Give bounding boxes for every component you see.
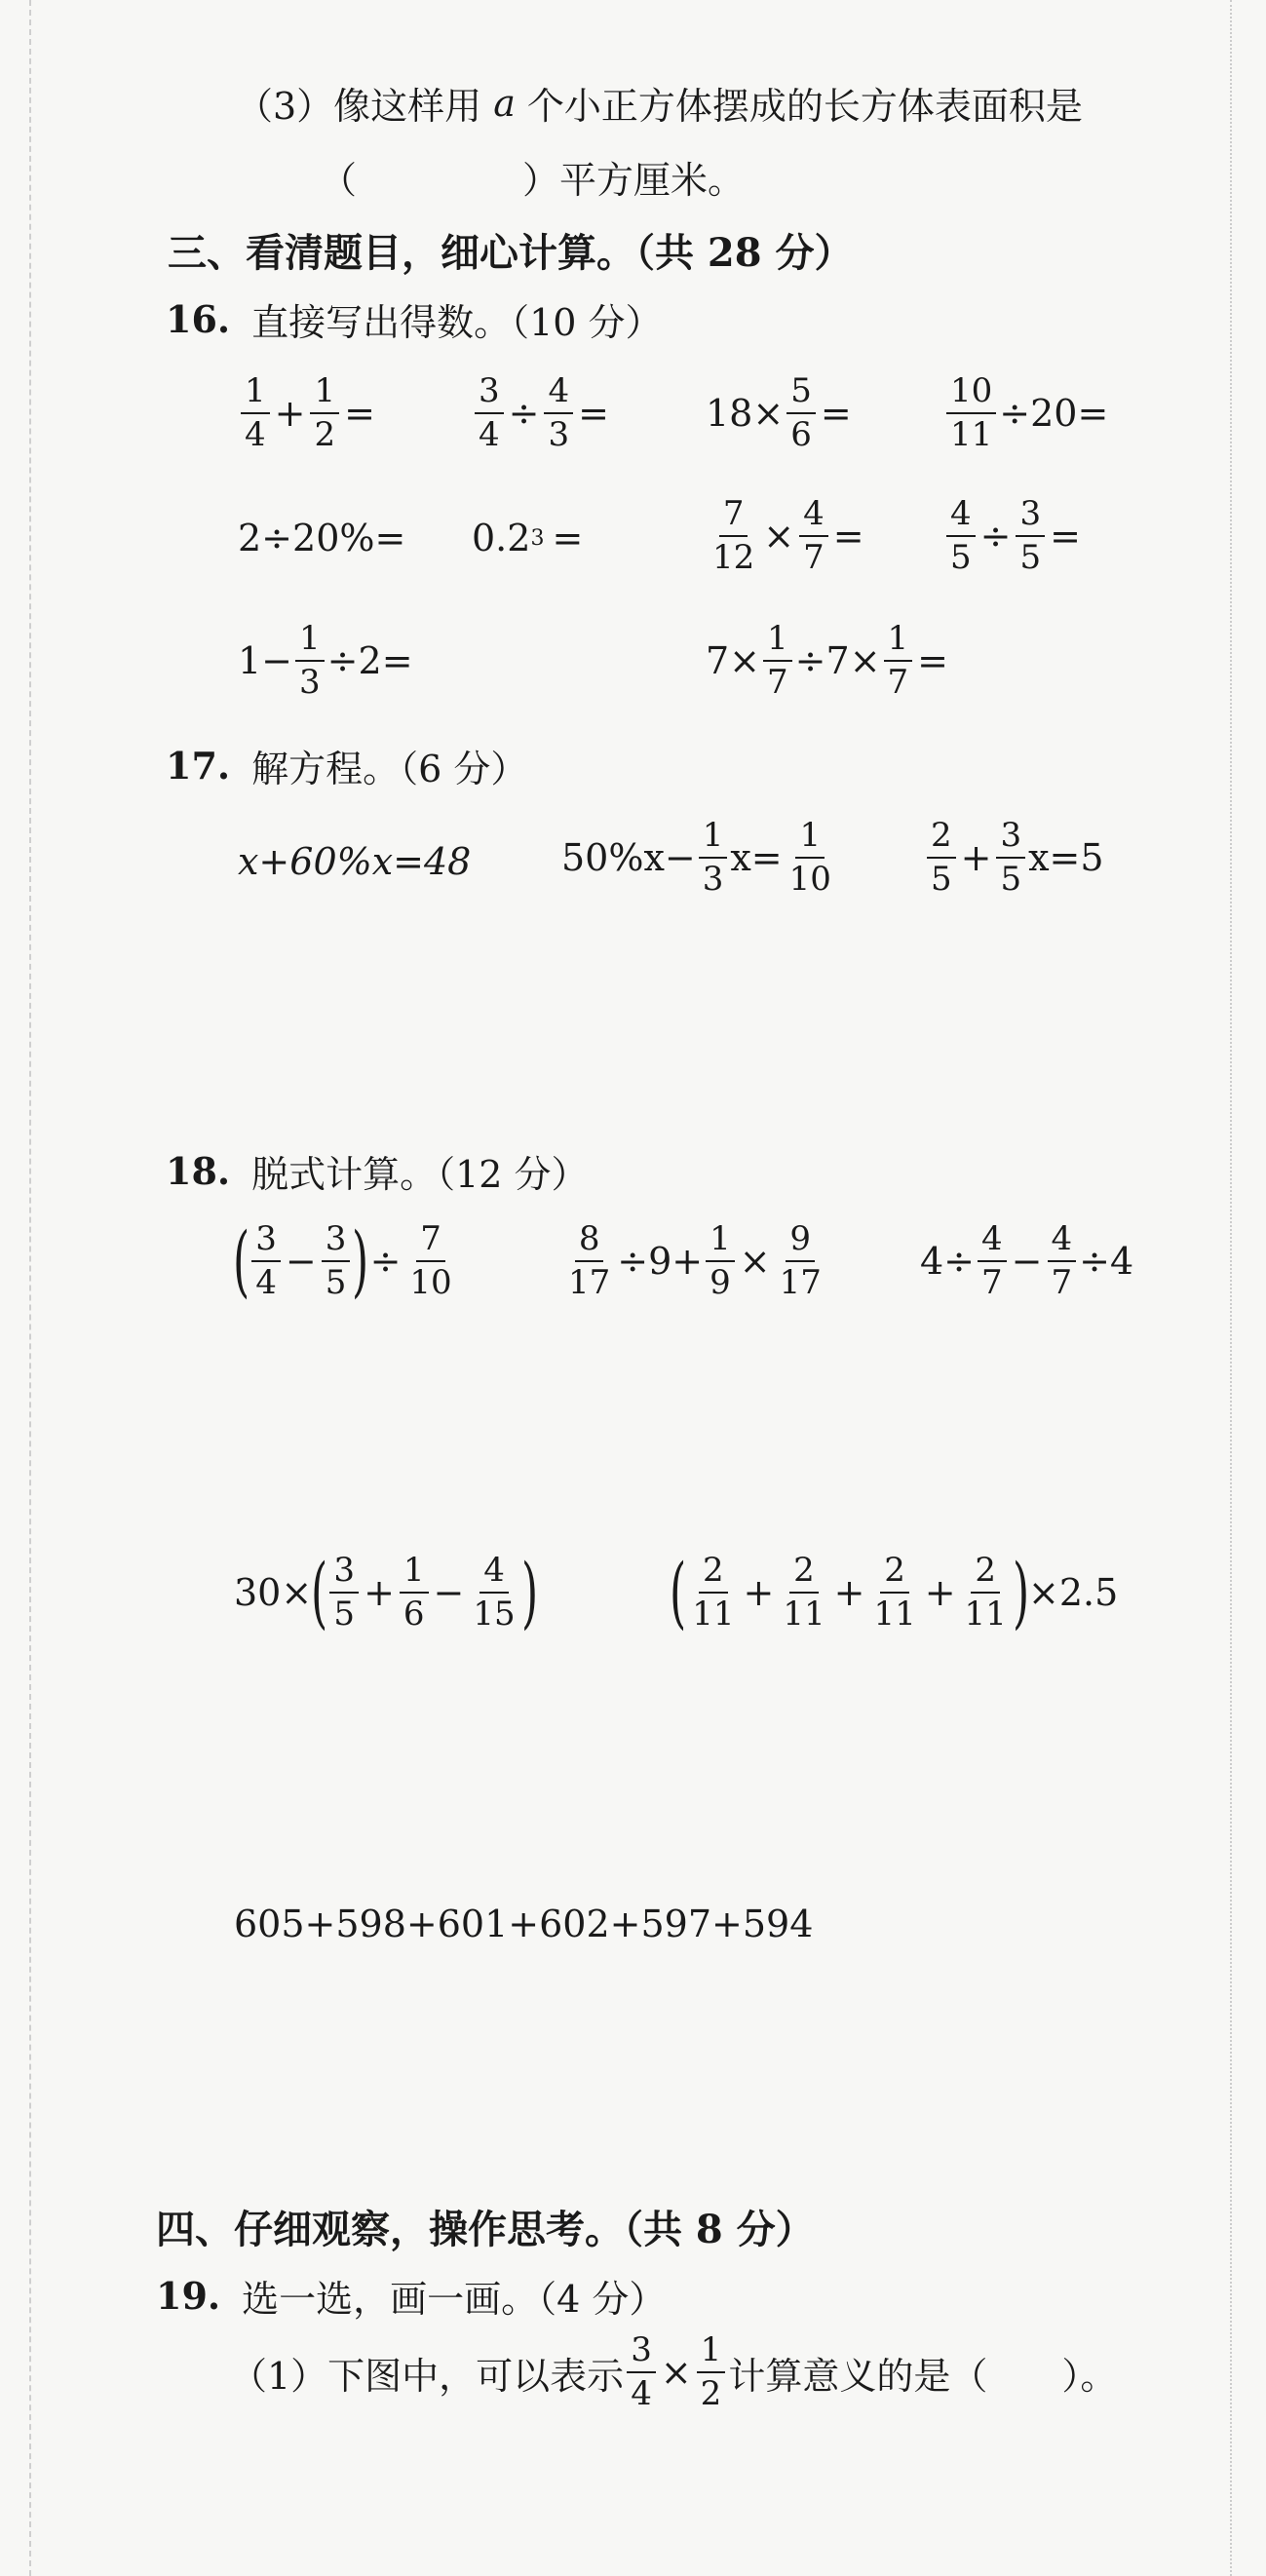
fraction: $\frac{3}{5}$: [322, 1220, 351, 1302]
fraction: $\frac{3}{5}$: [996, 817, 1025, 899]
fraction: $\frac{1}{10}$: [788, 816, 831, 900]
q18-number: 18.: [166, 1149, 231, 1193]
q16-item-f: 0.2 3 =: [472, 517, 584, 559]
q17-equation-3: $\frac{2}{5}$ + $\frac{3}{5}$ x=5: [924, 817, 1104, 899]
fraction: $\frac{8}{17}$: [568, 1219, 611, 1303]
q16-item-c: 18× $\frac{5}{6}$ =: [706, 371, 852, 455]
fraction: $\frac{1}{7}$: [763, 620, 792, 702]
q16-number: 16.: [166, 297, 231, 341]
q19-sub1: （1）下图中，可以表示 $\frac{3}{4}$ × $\frac{1}{2}$ 计算意义的是（ ）。: [230, 2330, 1118, 2414]
fraction: $\frac{3}{5}$: [329, 1552, 359, 1634]
fraction: $\frac{1}{2}$: [697, 2331, 726, 2413]
q16-header: [166, 292, 663, 346]
q19-title: 选一选，画一画。（4 分）: [242, 2278, 667, 2321]
q18-expression-6: 605+598+601+602+597+594: [234, 1903, 814, 1945]
fraction: $\frac{1}{7}$: [884, 620, 913, 702]
blank-open: （: [320, 159, 358, 202]
fraction: $\frac{4}{7}$: [1048, 1220, 1077, 1302]
fraction: $\frac{2}{11}$: [964, 1551, 1007, 1634]
fraction: $\frac{1}{3}$: [295, 620, 325, 702]
fraction: $\frac{2}{11}$: [783, 1551, 825, 1634]
fraction: $\frac{4}{3}$: [544, 372, 573, 454]
fraction: $\frac{2}{5}$: [927, 817, 956, 899]
q19-header: [156, 2269, 666, 2323]
q18-expression-4: 30× ( $\frac{3}{5}$ + $\frac{1}{6}$ − $\frac{4}{15}$ ): [234, 1547, 538, 1638]
fraction: $\frac{3}{4}$: [475, 372, 504, 454]
header-question-text-rest: 个小正方体摆成的长方体表面积是: [526, 85, 1083, 128]
q16-item-i: 1− $\frac{1}{3}$ ÷2=: [238, 619, 413, 703]
q16-item-d: $\frac{10}{11}$ ÷20=: [943, 372, 1108, 454]
q18-header: [166, 1144, 589, 1198]
q16-item-h: $\frac{4}{5}$ ÷ $\frac{3}{5}$ =: [943, 495, 1083, 577]
fraction: $\frac{3}{5}$: [1016, 495, 1045, 577]
q18-expression-3: 4÷ $\frac{4}{7}$ − $\frac{4}{7}$ ÷4: [920, 1219, 1134, 1303]
q16-title: 直接写出得数。（10 分）: [251, 301, 663, 344]
variable-a: a: [493, 81, 516, 125]
q16-item-a: $\frac{1}{4}$ + $\frac{1}{2}$ =: [238, 372, 377, 454]
q18-expression-1: ( $\frac{3}{4}$ − $\frac{3}{5}$ ) ÷ $\frac{7}{10}$: [234, 1220, 459, 1302]
fraction: $\frac{4}{15}$: [473, 1551, 516, 1634]
fraction: $\frac{1}{6}$: [400, 1552, 429, 1634]
q18-title: 脱式计算。（12 分）: [251, 1153, 589, 1196]
fraction: $\frac{1}{9}$: [706, 1220, 735, 1302]
fraction: $\frac{4}{5}$: [946, 495, 976, 577]
q16-item-j: 7× $\frac{1}{7}$ ÷7× $\frac{1}{7}$ =: [706, 619, 949, 703]
blank-close-unit: ）平方厘米。: [522, 159, 746, 202]
right-margin-line: [1230, 0, 1232, 2576]
left-binding-line: [29, 0, 31, 2576]
fraction: $\frac{2}{11}$: [692, 1551, 735, 1634]
header-question-line1: [236, 76, 1083, 130]
fraction: $\frac{5}{6}$: [786, 372, 816, 454]
q17-header: [166, 739, 527, 792]
section4-title: 四、仔细观察，操作思考。（共 8 分）: [156, 2207, 815, 2252]
q17-equation-2: 50%x− $\frac{1}{3}$ x= $\frac{1}{10}$: [561, 817, 838, 899]
q16-item-g: $\frac{7}{12}$ × $\frac{4}{7}$ =: [706, 495, 866, 577]
fraction: $\frac{7}{10}$: [409, 1219, 452, 1303]
q18-expression-2: $\frac{8}{17}$ ÷9+ $\frac{1}{9}$ × $\frac{9}{17}$: [561, 1220, 828, 1302]
fraction: $\frac{3}{4}$: [251, 1220, 281, 1302]
section3-title: 三、看清题目，细心计算。（共 28 分）: [168, 230, 854, 276]
q17-title: 解方程。（6 分）: [251, 748, 528, 790]
q17-equation-1: x+60%x=48: [238, 840, 472, 883]
fraction: $\frac{4}{7}$: [799, 495, 828, 577]
q17-number: 17.: [166, 744, 231, 788]
q18-expression-5: ( $\frac{2}{11}$ + $\frac{2}{11}$ + $\frac{2}{11}$ + $\frac{2}{11}$ ) ×2.5: [670, 1547, 1119, 1638]
fraction: $\frac{2}{11}$: [873, 1551, 916, 1634]
fraction: $\frac{10}{11}$: [946, 372, 996, 454]
fraction: $\frac{4}{7}$: [978, 1220, 1007, 1302]
q16-item-b: $\frac{3}{4}$ ÷ $\frac{4}{3}$ =: [472, 372, 611, 454]
fraction: $\frac{1}{4}$: [241, 372, 270, 454]
fraction: $\frac{7}{12}$: [712, 494, 755, 578]
header-question-text: （3）像这样用: [236, 85, 482, 128]
q16-item-e: 2÷20%=: [238, 517, 406, 559]
header-question-line2: [320, 150, 745, 204]
fraction: $\frac{3}{4}$: [627, 2331, 656, 2413]
fraction: $\frac{9}{17}$: [779, 1219, 822, 1303]
fraction: $\frac{1}{2}$: [310, 372, 339, 454]
q19-number: 19.: [156, 2274, 221, 2318]
fraction: $\frac{1}{3}$: [699, 817, 728, 899]
